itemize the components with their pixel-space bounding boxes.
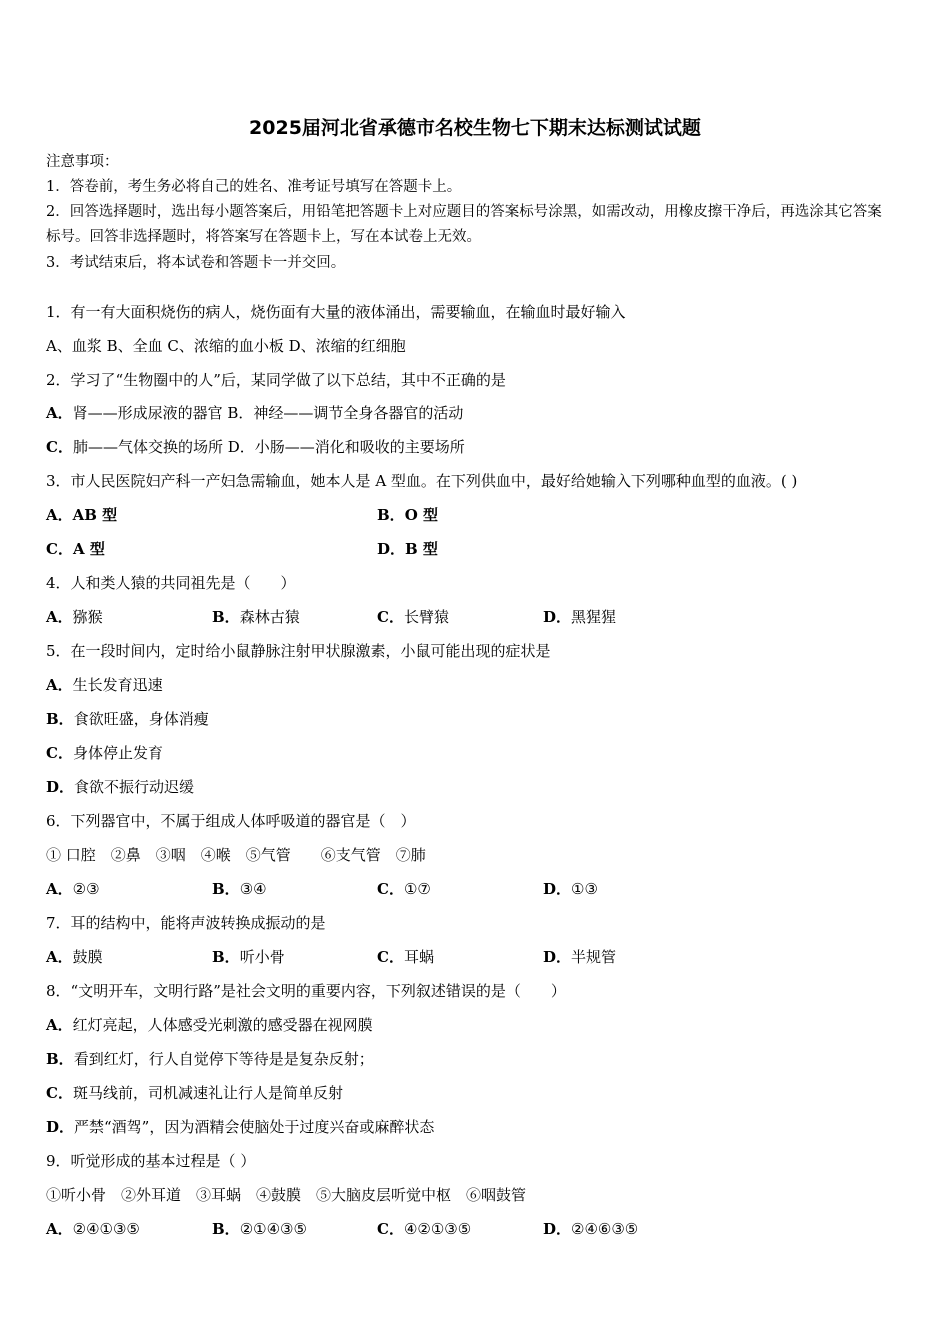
option-label: B． <box>212 880 240 898</box>
question-7-option-b <box>212 946 285 967</box>
option-text: AB 型 <box>72 506 118 524</box>
option-label: B． <box>212 1220 240 1238</box>
notice-heading: 注意事项： <box>46 154 119 170</box>
option-label: C． <box>377 880 404 898</box>
option-label: B． <box>46 1050 74 1068</box>
option-text: 听小骨 <box>239 948 285 966</box>
option-text: 黑猩猩 <box>571 608 617 626</box>
question-1-stem: 1．有一有大面积烧伤的病人，烧伤面有大量的液体涌出，需要输血，在输血时最好输入 <box>46 303 626 321</box>
option-label: D． <box>46 1118 75 1136</box>
option-text: 严禁“酒驾”，因为酒精会使脑处于过度兴奋或麻醉状态 <box>74 1118 435 1136</box>
question-6-option-b <box>212 878 267 899</box>
option-text: ②③ <box>72 880 100 898</box>
option-text: 斑马线前，司机减速礼让行人是简单反射 <box>72 1084 343 1102</box>
option-text: ②④⑥③⑤ <box>571 1220 639 1238</box>
question-5-option-c <box>46 742 163 763</box>
notice-item-2: 2．回答选择题时，选出每小题答案后，用铅笔把答题卡上对应题目的答案标号涂黑，如需改动，用橡皮擦干净后，再选涂其它答案标号。回答非选择题时，将答案写在答题卡上，写在本试卷上无效。 <box>46 204 882 245</box>
question-2-stem: 2．学习了“生物圈中的人”后，某同学做了以下总结，其中不正确的是 <box>46 371 506 389</box>
option-text: 肺——气体交换的场所 D．小肠——消化和吸收的主要场所 <box>72 438 465 456</box>
option-label: C． <box>46 1084 73 1102</box>
option-text: 看到红灯，行人自觉停下等待是是复杂反射； <box>73 1050 374 1068</box>
option-text: ②④①③⑤ <box>72 1220 140 1238</box>
option-label: A． <box>46 948 73 966</box>
option-label: D． <box>543 948 572 966</box>
option-text: 食欲不振行动迟缓 <box>74 778 195 796</box>
option-text: 猕猴 <box>72 608 103 626</box>
question-6-option-d <box>543 878 598 899</box>
option-label: B． <box>212 608 240 626</box>
option-label: C． <box>377 608 404 626</box>
question-4-option-c <box>377 606 449 627</box>
question-4-option-b <box>212 606 300 627</box>
question-8-stem: 8．“文明开车，文明行路”是社会文明的重要内容，下列叙述错误的是（ ） <box>46 982 566 1000</box>
option-label: D． <box>543 1220 572 1238</box>
option-label: B． <box>212 948 240 966</box>
question-9-stem: 9．听觉形成的基本过程是（ ） <box>46 1152 256 1170</box>
question-3-option-a <box>46 504 117 525</box>
option-text: 森林古猿 <box>239 608 300 626</box>
option-text: O 型 <box>404 506 438 524</box>
option-text: ①③ <box>571 880 598 898</box>
question-7-stem: 7．耳的结构中，能将声波转换成振动的是 <box>46 914 326 932</box>
option-label: D． <box>377 540 406 558</box>
question-5-option-d <box>46 776 194 797</box>
option-text: 长臂猿 <box>403 608 449 626</box>
question-4-option-a <box>46 606 103 627</box>
option-label: A． <box>46 1220 73 1238</box>
option-label: D． <box>46 778 75 796</box>
notice-item-3: 3．考试结束后，将本试卷和答题卡一并交回。 <box>46 255 346 271</box>
option-label: C． <box>377 948 404 966</box>
option-text: 半规管 <box>571 948 617 966</box>
question-4-stem: 4．人和类人猿的共同祖先是（ ） <box>46 574 296 592</box>
question-8-option-b <box>46 1048 374 1069</box>
option-text: A 型 <box>72 540 105 558</box>
option-text: ①⑦ <box>403 880 431 898</box>
option-text: 耳蜗 <box>403 948 434 966</box>
question-2-options-line-2 <box>46 436 465 457</box>
option-label: D． <box>543 880 572 898</box>
option-text: ②①④③⑤ <box>239 1220 307 1238</box>
question-8-option-a <box>46 1014 373 1035</box>
option-label: C． <box>46 540 73 558</box>
question-8-option-d <box>46 1116 434 1137</box>
question-4-option-d <box>543 606 616 627</box>
notice-item-1: 1．答卷前，考生务必将自己的姓名、准考证号填写在答题卡上。 <box>46 179 462 195</box>
question-6-stem: 6．下列器官中，不属于组成人体呼吸道的器官是（ ） <box>46 812 416 830</box>
question-8-option-c <box>46 1082 343 1103</box>
option-label: A． <box>46 880 73 898</box>
option-label: A． <box>46 506 73 524</box>
question-9-option-d <box>543 1218 638 1239</box>
option-text: 红灯亮起，人体感受光刺激的感受器在视网膜 <box>72 1016 373 1034</box>
option-label: A． <box>46 404 73 422</box>
question-2-options-line-1 <box>46 402 463 423</box>
question-5-stem: 5．在一段时间内，定时给小鼠静脉注射甲状腺激素，小鼠可能出现的症状是 <box>46 642 551 660</box>
question-1-options: A、血浆 B、全血 C、浓缩的血小板 D、浓缩的红细胞 <box>46 337 406 355</box>
option-text: B 型 <box>405 540 438 558</box>
option-label: C． <box>46 744 73 762</box>
option-text: 食欲旺盛，身体消瘦 <box>73 710 209 728</box>
question-9-option-a <box>46 1218 140 1239</box>
question-9-items: ①听小骨 ②外耳道 ③耳蜗 ④鼓膜 ⑤大脑皮层听觉中枢 ⑥咽鼓管 <box>46 1186 527 1204</box>
page-title: 2025届河北省承德市名校生物七下期末达标测试试题 <box>249 117 701 139</box>
question-6-items: ① 口腔 ②鼻 ③咽 ④喉 ⑤气管 ⑥支气管 ⑦肺 <box>46 846 426 864</box>
option-label: A． <box>46 1016 73 1034</box>
question-5-option-b <box>46 708 209 729</box>
question-7-option-a <box>46 946 103 967</box>
option-label: A． <box>46 676 73 694</box>
question-9-option-b <box>212 1218 307 1239</box>
question-9-option-c <box>377 1218 471 1239</box>
question-3-stem: 3．市人民医院妇产科一产妇急需输血，她本人是 A 型血。在下列供血中，最好给她输入下列哪种血型的血液。( ) <box>46 472 798 490</box>
option-text: 身体停止发育 <box>72 744 163 762</box>
option-label: B． <box>377 506 405 524</box>
option-label: D． <box>543 608 572 626</box>
question-3-option-d <box>377 538 438 559</box>
option-text: ④②①③⑤ <box>403 1220 472 1238</box>
question-6-option-a <box>46 878 100 899</box>
option-label: B． <box>46 710 74 728</box>
question-6-option-c <box>377 878 431 899</box>
question-3-option-c <box>46 538 105 559</box>
option-label: C． <box>377 1220 404 1238</box>
option-text: 肾——形成尿液的器官 B．神经——调节全身各器官的活动 <box>72 404 464 422</box>
option-text: 生长发育迅速 <box>72 676 163 694</box>
option-text: 鼓膜 <box>72 948 103 966</box>
question-7-option-c <box>377 946 434 967</box>
option-label: A． <box>46 608 73 626</box>
option-text: ③④ <box>239 880 267 898</box>
question-5-option-a <box>46 674 163 695</box>
question-3-option-b <box>377 504 438 525</box>
question-7-option-d <box>543 946 616 967</box>
option-label: C． <box>46 438 73 456</box>
